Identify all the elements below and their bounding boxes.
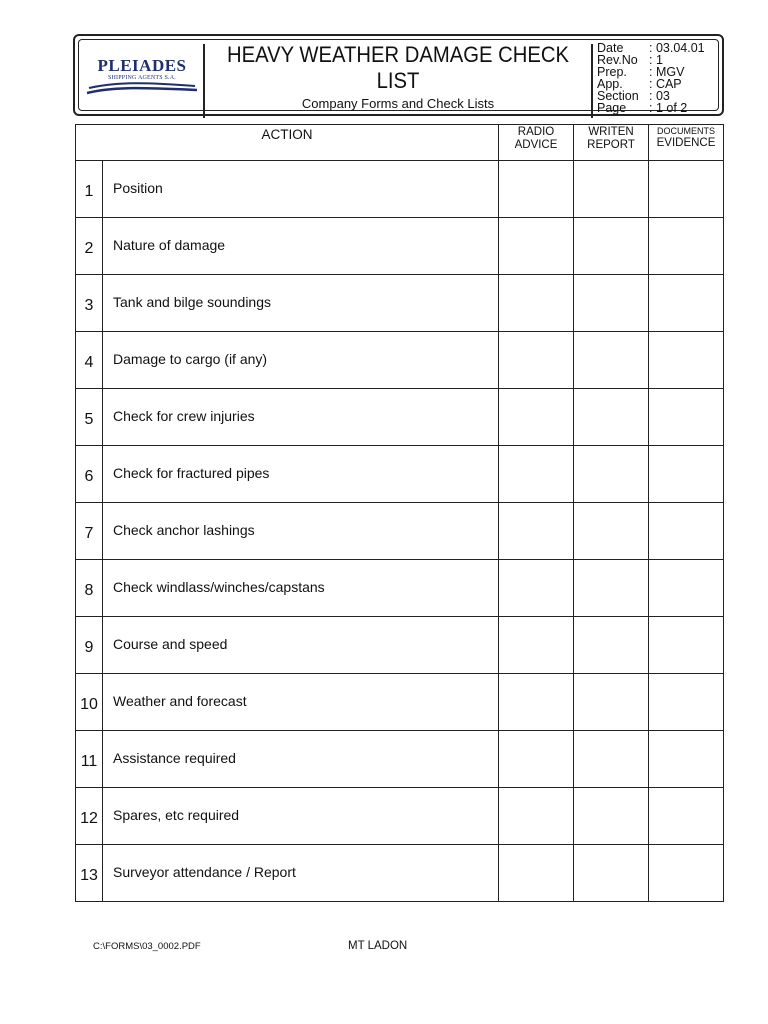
documents-evidence-cell[interactable] (649, 503, 724, 560)
meta-value: : CAP (649, 77, 682, 91)
docs-line-1: DOCUMENTS (657, 126, 716, 136)
document-meta (597, 42, 723, 114)
header-divider-left (203, 44, 205, 118)
meta-page (597, 102, 723, 114)
table-row (76, 389, 724, 446)
radio-line-2: ADVICE (514, 139, 558, 151)
form-title: HEAVY WEATHER DAMAGE CHECK LIST (227, 42, 569, 93)
radio-advice-cell[interactable] (499, 332, 574, 389)
column-header-documents-evidence (649, 125, 724, 161)
docs-line-2: EVIDENCE (656, 137, 716, 149)
row-number: 6 (76, 446, 103, 503)
table-row (76, 503, 724, 560)
written-report-cell[interactable] (574, 161, 649, 218)
written-report-cell[interactable] (574, 845, 649, 902)
logo-wave-icon (85, 80, 199, 102)
documents-evidence-cell[interactable] (649, 788, 724, 845)
radio-advice-cell[interactable] (499, 389, 574, 446)
written-report-cell[interactable] (574, 332, 649, 389)
column-header-radio-advice (499, 125, 574, 161)
documents-evidence-cell[interactable] (649, 218, 724, 275)
column-header-action: ACTION (76, 125, 499, 161)
table-row (76, 617, 724, 674)
row-number: 10 (76, 674, 103, 731)
radio-advice-cell[interactable] (499, 788, 574, 845)
form-subtitle: Company Forms and Check Lists (301, 96, 495, 111)
written-report-cell[interactable] (574, 617, 649, 674)
table-row (76, 161, 724, 218)
table-row (76, 731, 724, 788)
row-action: Tank and bilge soundings (103, 275, 499, 332)
row-action: Check windlass/winches/capstans (103, 560, 499, 617)
documents-evidence-cell[interactable] (649, 275, 724, 332)
documents-evidence-cell[interactable] (649, 446, 724, 503)
radio-advice-cell[interactable] (499, 731, 574, 788)
footer-vessel-name: MT LADON (348, 940, 408, 952)
meta-key: Prep. (597, 65, 627, 79)
table-row (76, 674, 724, 731)
row-action: Check for fractured pipes (103, 446, 499, 503)
table-row (76, 218, 724, 275)
logo-name: PLEIADES (97, 56, 187, 75)
row-number: 3 (76, 275, 103, 332)
meta-value: : 03.04.01 (649, 41, 705, 55)
documents-evidence-cell[interactable] (649, 560, 724, 617)
row-number: 8 (76, 560, 103, 617)
table-row (76, 788, 724, 845)
meta-key: App. (597, 77, 623, 91)
written-report-cell[interactable] (574, 275, 649, 332)
documents-evidence-cell[interactable] (649, 674, 724, 731)
header-divider-right (591, 44, 593, 118)
row-action: Damage to cargo (if any) (103, 332, 499, 389)
meta-value: : 1 (649, 53, 663, 67)
table-row (76, 332, 724, 389)
row-number: 7 (76, 503, 103, 560)
row-number: 11 (76, 731, 103, 788)
row-action: Assistance required (103, 731, 499, 788)
radio-advice-cell[interactable] (499, 845, 574, 902)
documents-evidence-cell[interactable] (649, 389, 724, 446)
logo-tagline: SHIPPING AGENTS S.A. (107, 75, 176, 81)
radio-advice-cell[interactable] (499, 560, 574, 617)
written-report-cell[interactable] (574, 674, 649, 731)
documents-evidence-cell[interactable] (649, 617, 724, 674)
checklist-table (75, 124, 724, 902)
row-number: 4 (76, 332, 103, 389)
row-number: 12 (76, 788, 103, 845)
form-header (73, 34, 724, 116)
row-number: 2 (76, 218, 103, 275)
row-action: Nature of damage (103, 218, 499, 275)
row-number: 5 (76, 389, 103, 446)
footer-file-path: C:\FORMS\03_0002.PDF (93, 941, 201, 952)
row-number: 1 (76, 161, 103, 218)
radio-advice-cell[interactable] (499, 617, 574, 674)
meta-key: Rev.No (597, 53, 638, 67)
row-number: 9 (76, 617, 103, 674)
meta-value: : 1 of 2 (649, 101, 688, 115)
written-report-cell[interactable] (574, 788, 649, 845)
table-row (76, 275, 724, 332)
documents-evidence-cell[interactable] (649, 161, 724, 218)
documents-evidence-cell[interactable] (649, 845, 724, 902)
written-report-cell[interactable] (574, 446, 649, 503)
radio-advice-cell[interactable] (499, 218, 574, 275)
radio-advice-cell[interactable] (499, 161, 574, 218)
company-logo (85, 44, 199, 114)
row-action: Spares, etc required (103, 788, 499, 845)
table-row (76, 560, 724, 617)
row-action: Surveyor attendance / Report (103, 845, 499, 902)
table-row (76, 845, 724, 902)
table-row (76, 446, 724, 503)
radio-advice-cell[interactable] (499, 674, 574, 731)
meta-key: Section (597, 89, 639, 103)
row-action: Check anchor lashings (103, 503, 499, 560)
row-action: Position (103, 161, 499, 218)
form-header-inner (78, 39, 719, 115)
radio-advice-cell[interactable] (499, 275, 574, 332)
written-report-cell[interactable] (574, 503, 649, 560)
meta-key: Page (597, 101, 627, 115)
written-report-cell[interactable] (574, 218, 649, 275)
column-header-written-report (574, 125, 649, 161)
radio-advice-cell[interactable] (499, 503, 574, 560)
documents-evidence-cell[interactable] (649, 731, 724, 788)
meta-value: : 03 (649, 89, 670, 103)
written-line-2: REPORT (587, 139, 635, 151)
written-report-cell[interactable] (574, 731, 649, 788)
radio-line-1: RADIO (517, 126, 555, 138)
written-report-cell[interactable] (574, 560, 649, 617)
row-action: Check for crew injuries (103, 389, 499, 446)
table-header-row (76, 125, 724, 161)
documents-evidence-cell[interactable] (649, 332, 724, 389)
row-action: Course and speed (103, 617, 499, 674)
meta-value: : MGV (649, 65, 685, 79)
radio-advice-cell[interactable] (499, 446, 574, 503)
row-number: 13 (76, 845, 103, 902)
row-action: Weather and forecast (103, 674, 499, 731)
meta-key: Date (597, 41, 624, 55)
written-report-cell[interactable] (574, 389, 649, 446)
written-line-1: WRITEN (588, 126, 634, 138)
